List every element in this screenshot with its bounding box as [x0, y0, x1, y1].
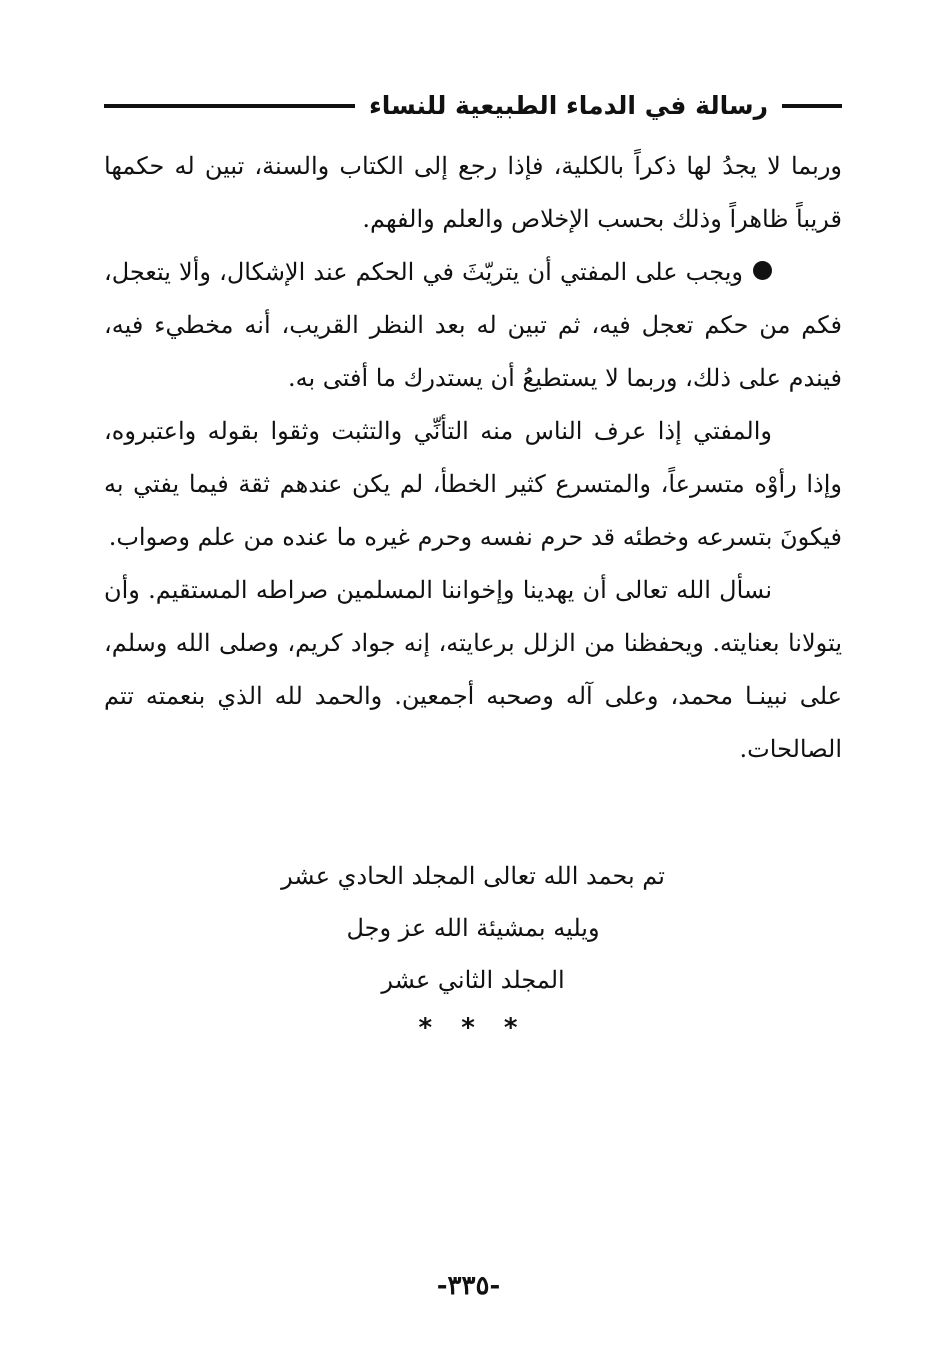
section-ornament-stars: * * * — [418, 1013, 528, 1043]
paragraph-3: والمفتي إذا عرف الناس منه التأنِّي والتثبت وثقوا بقوله واعتبروه، وإذا رأوْه متسرعاً، والمتسرع كثير الخطأ، لم يكن عندهم ثقة فيما يفتي به فيكونَ بتسرعه وخطئه قد حرم نفسه وحرم غيره ما عنده من علم وصواب. — [104, 417, 842, 551]
header-rule-right — [782, 104, 842, 108]
page-number: -٣٣٥- — [436, 1271, 501, 1301]
paragraph-2-text: ويجب على المفتي أن يتريّثَ في الحكم عند الإشكال، وألا يتعجل، فكم من حكم تعجل فيه، ثم تبين له بعد النظر القريب، أنه مخطيء فيه، فيندم على ذلك، وربما لا يستطيعُ أن يستدرك ما أفتى به. — [104, 258, 842, 392]
paragraph-4: نسأل الله تعالى أن يهدينا وإخواننا المسلمين صراطه المستقيم. وأن يتولانا بعنايته. ويحفظنا من الزلل برعايته، إنه جواد كريم، وصلى الله وسلم، على نبينـا محمد، وعلى آله وصحبه أجمعين. والحمد لله الذي بنعمته تتم الصالحات. — [104, 576, 843, 763]
colophon-line-2: ويليه بمشيئة الله عز وجل — [346, 914, 600, 942]
body-text — [104, 140, 842, 776]
colophon-line-1: تم بحمد الله تعالى المجلد الحادي عشر — [281, 862, 665, 890]
colophon-line-3: المجلد الثاني عشر — [381, 966, 565, 994]
closing-colophon — [104, 850, 842, 1048]
bullet-icon — [753, 261, 772, 280]
paragraph-2 — [104, 246, 842, 405]
paragraph-1: وربما لا يجدُ لها ذكراً بالكلية، فإذا رجع إلى الكتاب والسنة، تبين له حكمها قريباً ظاهراً وذلك بحسب الإخلاص والعلم والفهم. — [104, 152, 842, 233]
header-rule-left — [104, 104, 355, 108]
running-header — [104, 86, 842, 126]
running-header-title: رسالة في الدماء الطبيعية للنساء — [368, 91, 768, 120]
